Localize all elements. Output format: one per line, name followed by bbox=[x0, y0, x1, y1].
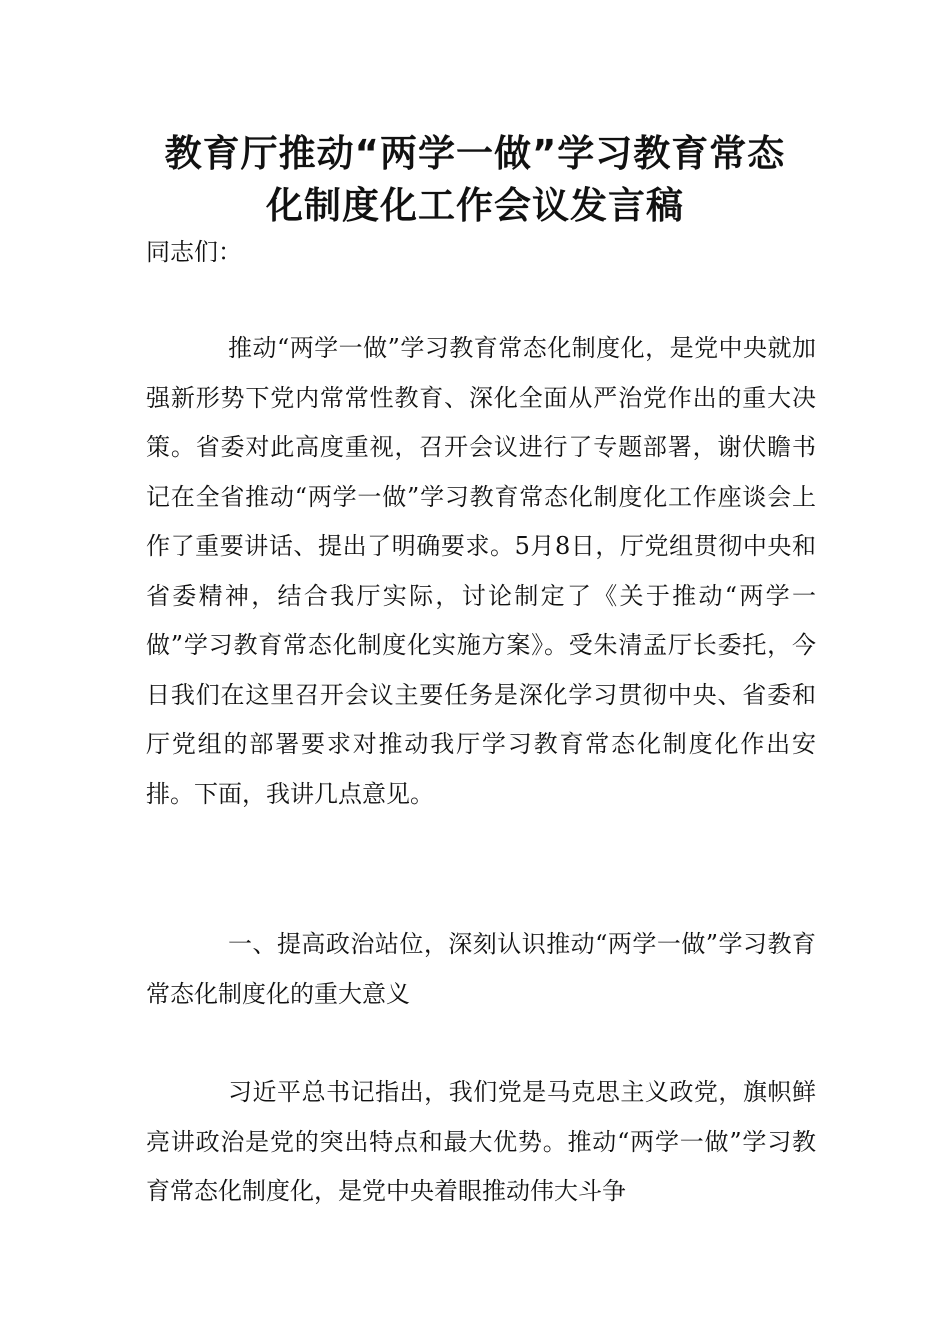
paragraph-section-1: 习近平总书记指出，我们党是马克思主义政党，旗帜鲜亮讲政治是党的突出特点和最大优势。推动“两学一做”学习教育常态化制度化，是党中央着眼推动伟大斗争 bbox=[146, 1078, 816, 1205]
section-heading-1: 一、提高政治站位，深刻认识推动“两学一做”学习教育常态化制度化的重大意义 bbox=[146, 930, 816, 1008]
document-title-line-1: 教育厅推动“两学一做”学习教育常态 bbox=[164, 132, 786, 175]
salutation: 同志们： bbox=[146, 238, 242, 266]
paragraph-intro: 推动“两学一做”学习教育常态化制度化，是党中央就加强新形势下党内常常性教育、深化全面从严治党作出的重大决策。省委对此高度重视，召开会议进行了专题部署，谢伏瞻书记在全省推动“两学一做”学习教育常态化制度化工作座谈会上作了重要讲话、提出了明确要求。5月8日，厅党组贯彻中央和省委精神，结合我厅实际，讨论制定了《关于推动“两学一做”学习教育常态化制度化实施方案》。受朱清孟厅长委托，今日我们在这里召开会议主要任务是深化学习贯彻中央、省委和厅党组的部署要求对推动我厅学习教育常态化制度化作出安排。下面，我讲几点意见。 bbox=[146, 334, 816, 808]
document-title-line-2: 化制度化工作会议发言稿 bbox=[266, 184, 684, 227]
